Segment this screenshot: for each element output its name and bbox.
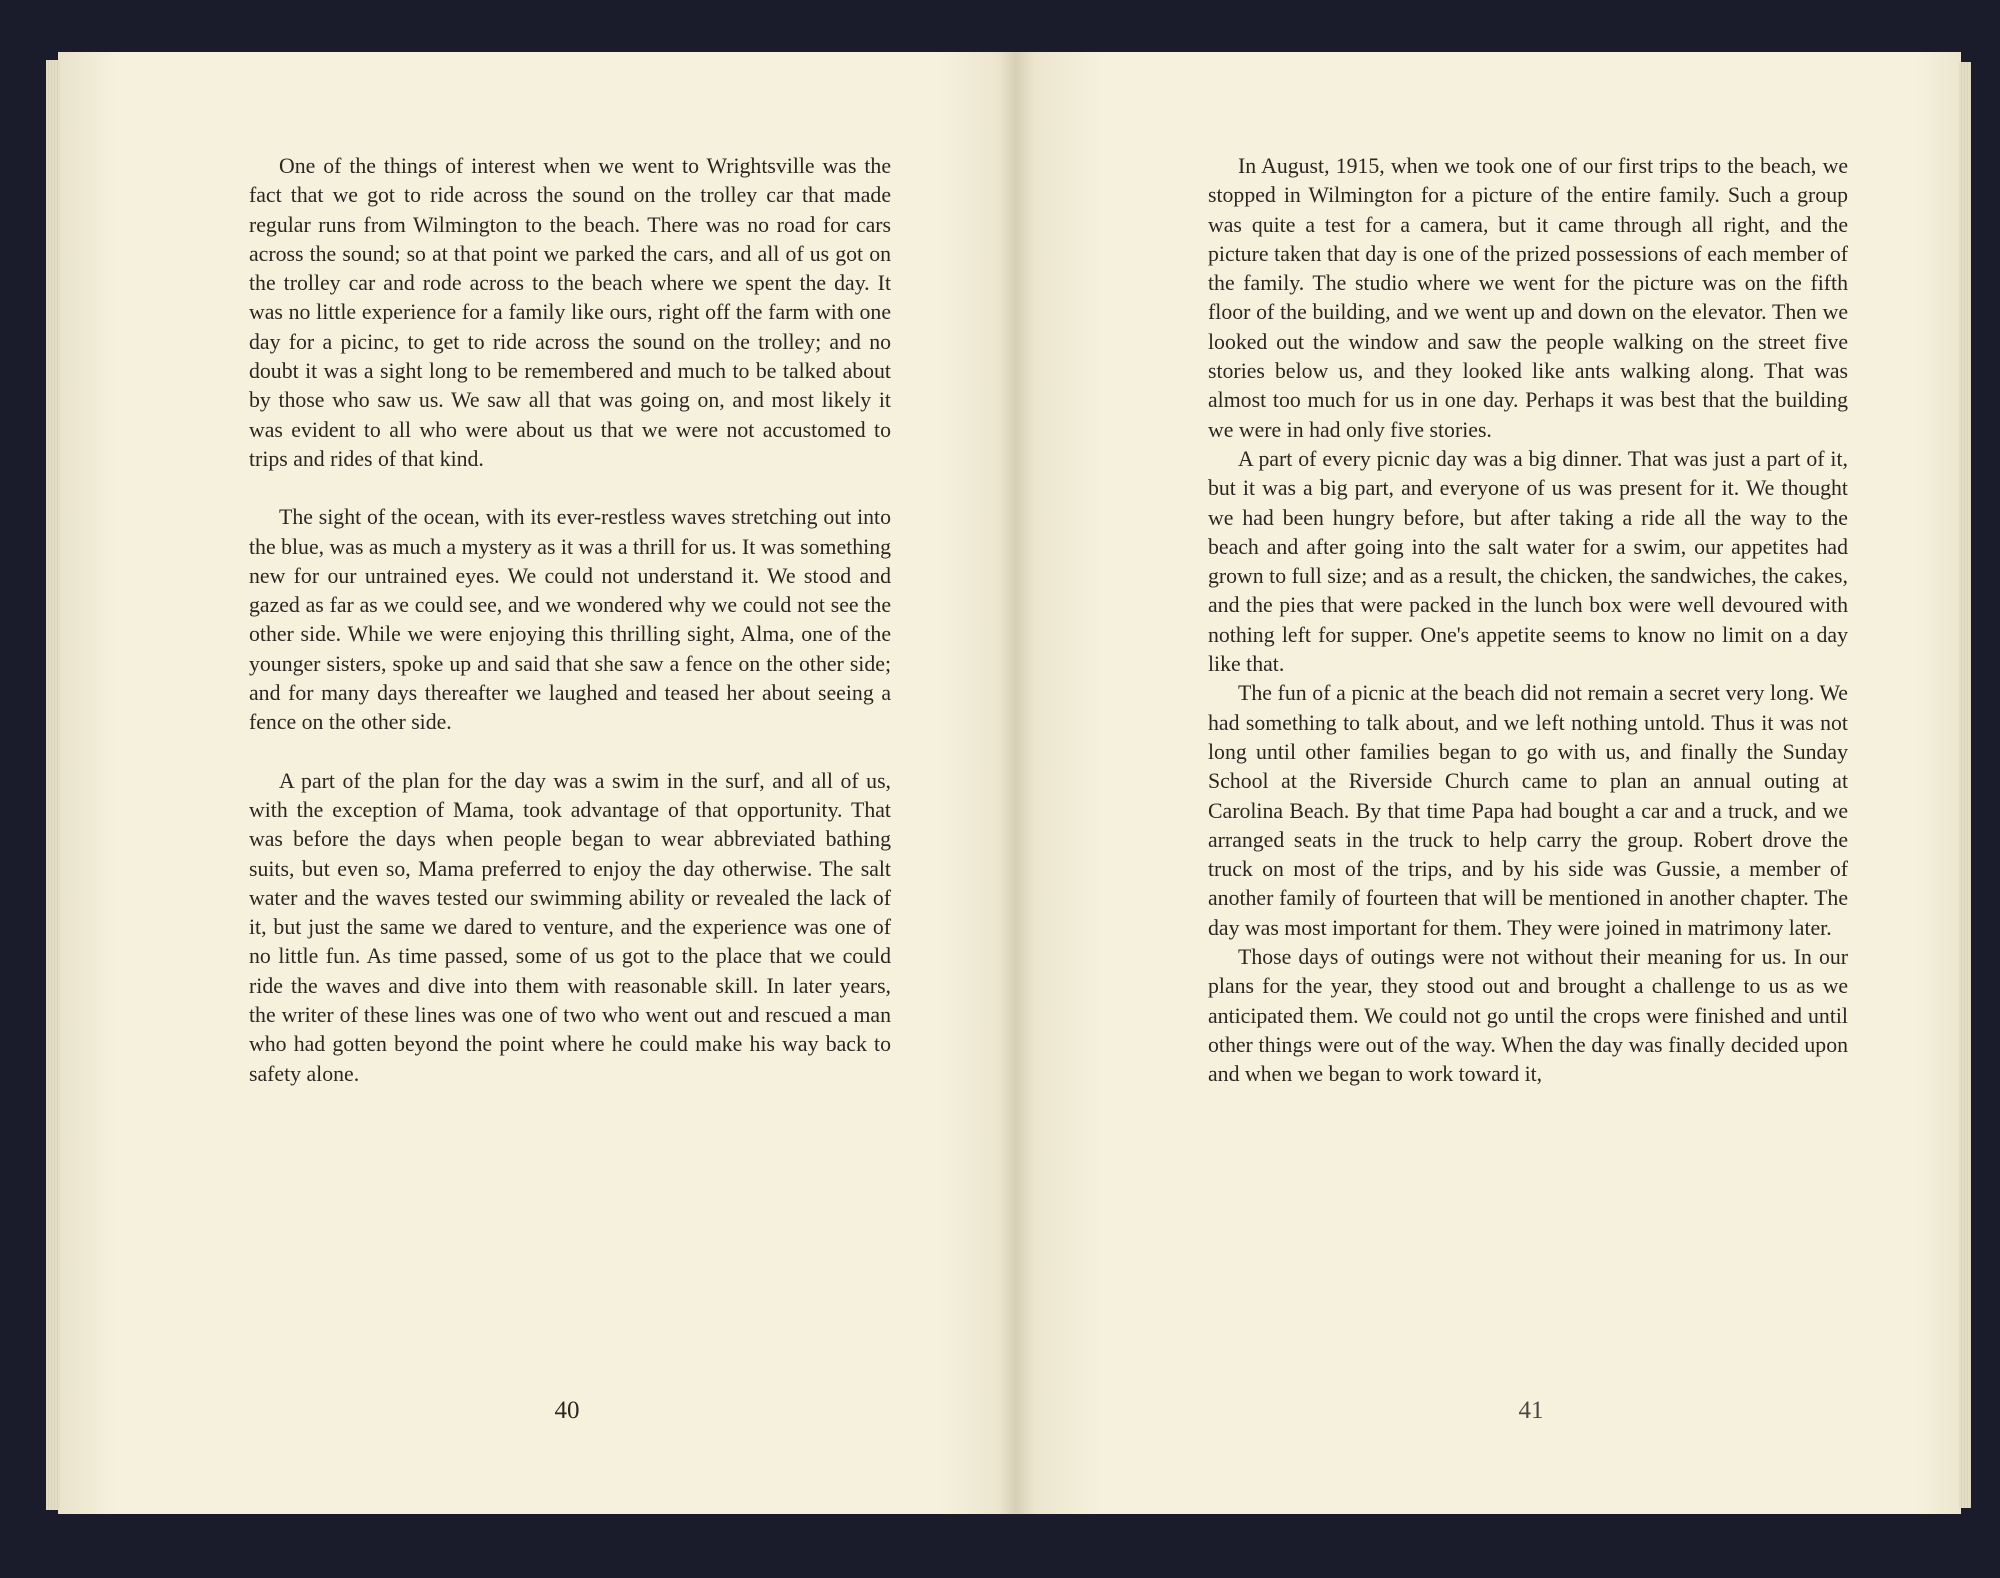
right-paragraph-4: Those days of outings were not without their meaning for us. In our plans for the year, they stood out and brought a challenge to us as we anticipated them. We could not go until the crops were finished and until other things were out of the way. When the day was finally decided upon and when we began to work toward it, — [1208, 945, 1848, 1087]
right-page-number: 41 — [1518, 1397, 1544, 1424]
right-paragraph-1: In August, 1915, when we took one of our first trips to the beach, we stopped in Wilmington for a picture of the entire family. Such a group was quite a test for a camera, but it came through all right, and the picture taken that day is one of the prized possessions of each member of the family. The studio where we went for the picture was on the fifth floor of the building, and we went up and down on the elevator. Then we looked out the window and saw the people walking on the street five stories below us, and they looked like ants walking along. That was almost too much for us in one day. Perhaps it was best that the building we were in had only five stories. — [1208, 154, 1848, 442]
right-paragraph-3: The fun of a picnic at the beach did not remain a secret very long. We had something to talk about, and we left nothing untold. Thus it was not long until other families began to go with us, and finally the Sunday School at the Riverside Church came to plan an annual outing at Carolina Beach. By that time Papa had bought a car and a truck, and we arranged seats in the truck to help carry the group. Robert drove the truck on most of the trips, and by his side was Gussie, a member of another family of fourteen that will be mentioned in another chapter. The day was most important for them. They were joined in matrimony later. — [1208, 681, 1848, 940]
left-page-text — [249, 152, 891, 1089]
right-page — [1015, 52, 1961, 1514]
left-page — [58, 52, 1015, 1514]
left-page-edges — [46, 60, 60, 1510]
right-page-text — [1208, 152, 1848, 1090]
left-paragraph-2: The sight of the ocean, with its ever-restless waves stretching out into the blue, was as much a mystery as it was a thrill for us. It was something new for our untrained eyes. We could not understand it. We stood and gazed as far as we could see, and we wondered why we could not see the other side. While we were enjoying this thrilling sight, Alma, one of the younger sisters, spoke up and said that she saw a fence on the other side; and for many days thereafter we laughed and teased her about seeing a fence on the other side. — [249, 505, 891, 735]
right-paragraph-2: A part of every picnic day was a big dinner. That was just a part of it, but it was a big part, and everyone of us was present for it. We thought we had been hungry before, but after taking a ride all the way to the beach and after going into the salt water for a swim, our appetites had grown to full size; and as a result, the chicken, the sandwiches, the cakes, and the pies that were packed in the lunch box were well devoured with nothing left for supper. One's appetite seems to know no limit on a day like that. — [1208, 446, 1848, 677]
open-book — [58, 52, 1961, 1514]
left-paragraph-1: One of the things of interest when we went to Wrightsville was the fact that we got to ride across the sound on the trolley car that made regular runs from Wilmington to the beach. There was no road for cars across the sound; so at that point we parked the cars, and all of us got on the trolley car and rode across to the beach where we spent the day. It was no little experience for a family like ours, right off the farm with one day for a picinc, to get to ride across the sound on the trolley; and no doubt it was a sight long to be remembered and much to be talked about by those who saw us. We saw all that was going on, and most likely it was evident to all who were about us that we were not accustomed to trips and rides of that kind. — [249, 154, 891, 471]
left-page-number: 40 — [554, 1397, 580, 1424]
right-page-edges — [1959, 62, 1971, 1508]
left-paragraph-3: A part of the plan for the day was a swim in the surf, and all of us, with the exception of Mama, took advantage of that opportunity. That was before the days when people began to wear abbreviated bathing suits, but even so, Mama preferred to enjoy the day otherwise. The salt water and the waves tested our swimming ability or revealed the lack of it, but just the same we dared to venture, and the experience was one of no little fun. As time passed, some of us got to the place that we could ride the waves and dive into them with reasonable skill. In later years, the writer of these lines was one of two who went out and rescued a man who had gotten beyond the point where he could make his way back to safety alone. — [249, 768, 891, 1086]
